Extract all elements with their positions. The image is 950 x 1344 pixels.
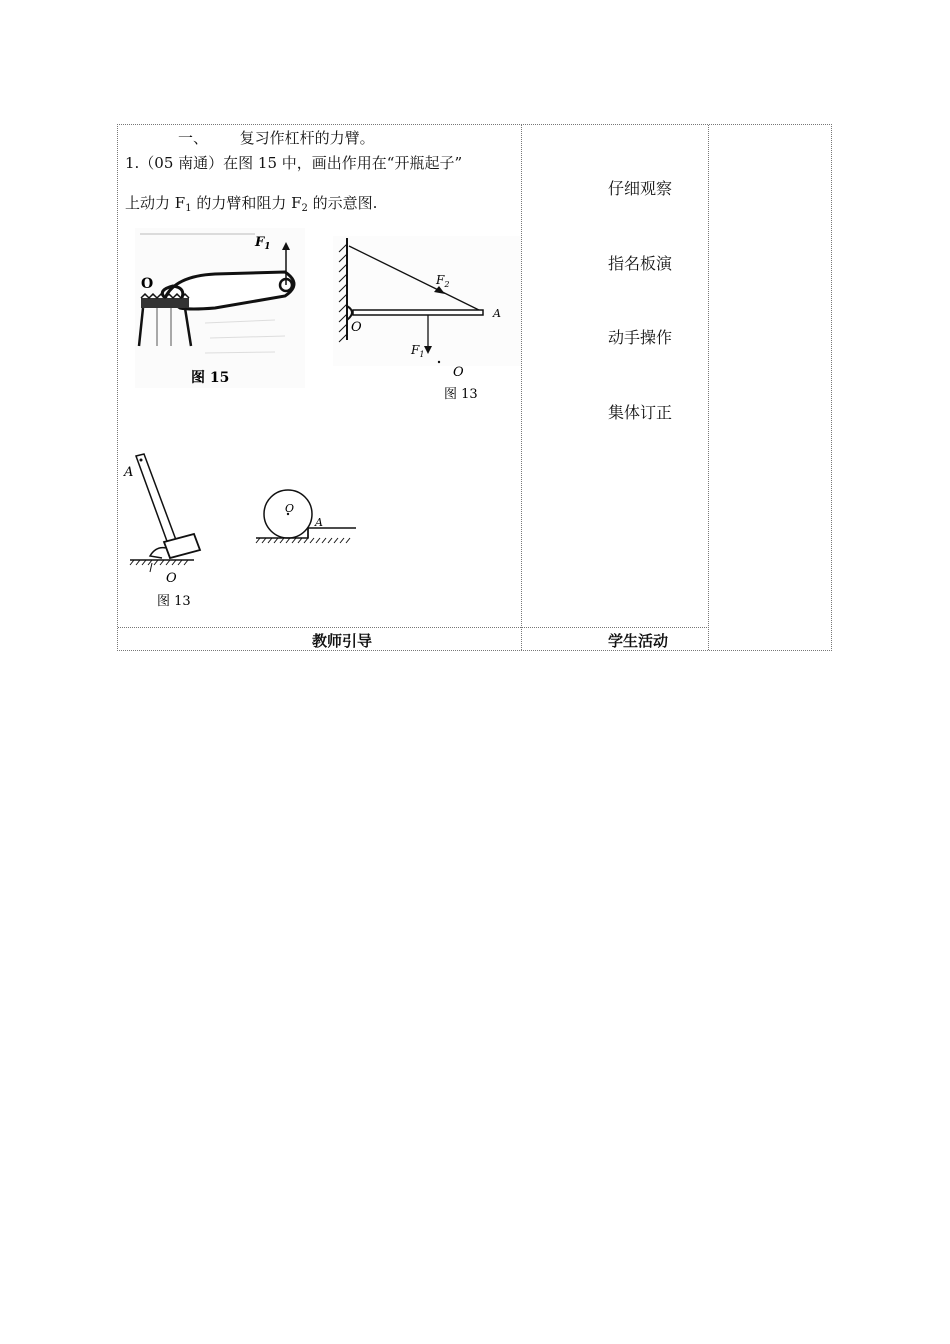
fig2-label-f1: $F_1$ xyxy=(411,343,425,359)
fig3-label-a: A xyxy=(124,465,134,480)
section-title: 复习作杠杆的力臂。 xyxy=(239,129,375,147)
activity-observe: 仔细观察 xyxy=(608,179,673,198)
fig2-label-o-below: O xyxy=(453,365,464,380)
fig1-label-o: O xyxy=(141,276,154,292)
fig2-label-o: O xyxy=(351,320,362,335)
column-divider-2 xyxy=(708,125,709,650)
question-line-2: 上动力 $F_1$ 的力臂和阻力 $F_2$ 的示意图. xyxy=(125,194,378,214)
fig2-label-f2: $F_2$ xyxy=(436,273,450,289)
fig1-caption: 图 15 xyxy=(191,370,230,386)
fig4-label-o: O xyxy=(285,502,295,515)
column-divider-1 xyxy=(521,125,522,650)
section-number: 一、 xyxy=(178,129,209,147)
fig2-label-a: A xyxy=(493,307,501,320)
figure-wall-bracket xyxy=(333,236,521,406)
question-line-1: 1.（05 南通）在图 15 中，画出作用在“开瓶起子” xyxy=(125,154,463,172)
activity-hands-on: 动手操作 xyxy=(608,328,673,347)
fig1-label-f1: $F_1$ xyxy=(255,235,271,252)
figure-bottle-opener xyxy=(135,228,305,388)
footer-student-activity: 学生活动 xyxy=(608,632,669,650)
fig3-label-o: O xyxy=(166,571,177,586)
fig4-label-a: A xyxy=(315,516,323,529)
activity-board-demo: 指名板演 xyxy=(608,254,673,273)
figure-hammer xyxy=(122,450,212,610)
fig3-caption: 图 13 xyxy=(157,594,191,609)
fig2-caption: 图 13 xyxy=(444,387,478,402)
footer-row-divider xyxy=(118,627,707,628)
activity-group-correct: 集体订正 xyxy=(608,403,673,422)
footer-teacher-guide: 教师引导 xyxy=(312,632,373,650)
figure-wheel-step xyxy=(252,484,362,554)
section-heading xyxy=(178,129,375,147)
